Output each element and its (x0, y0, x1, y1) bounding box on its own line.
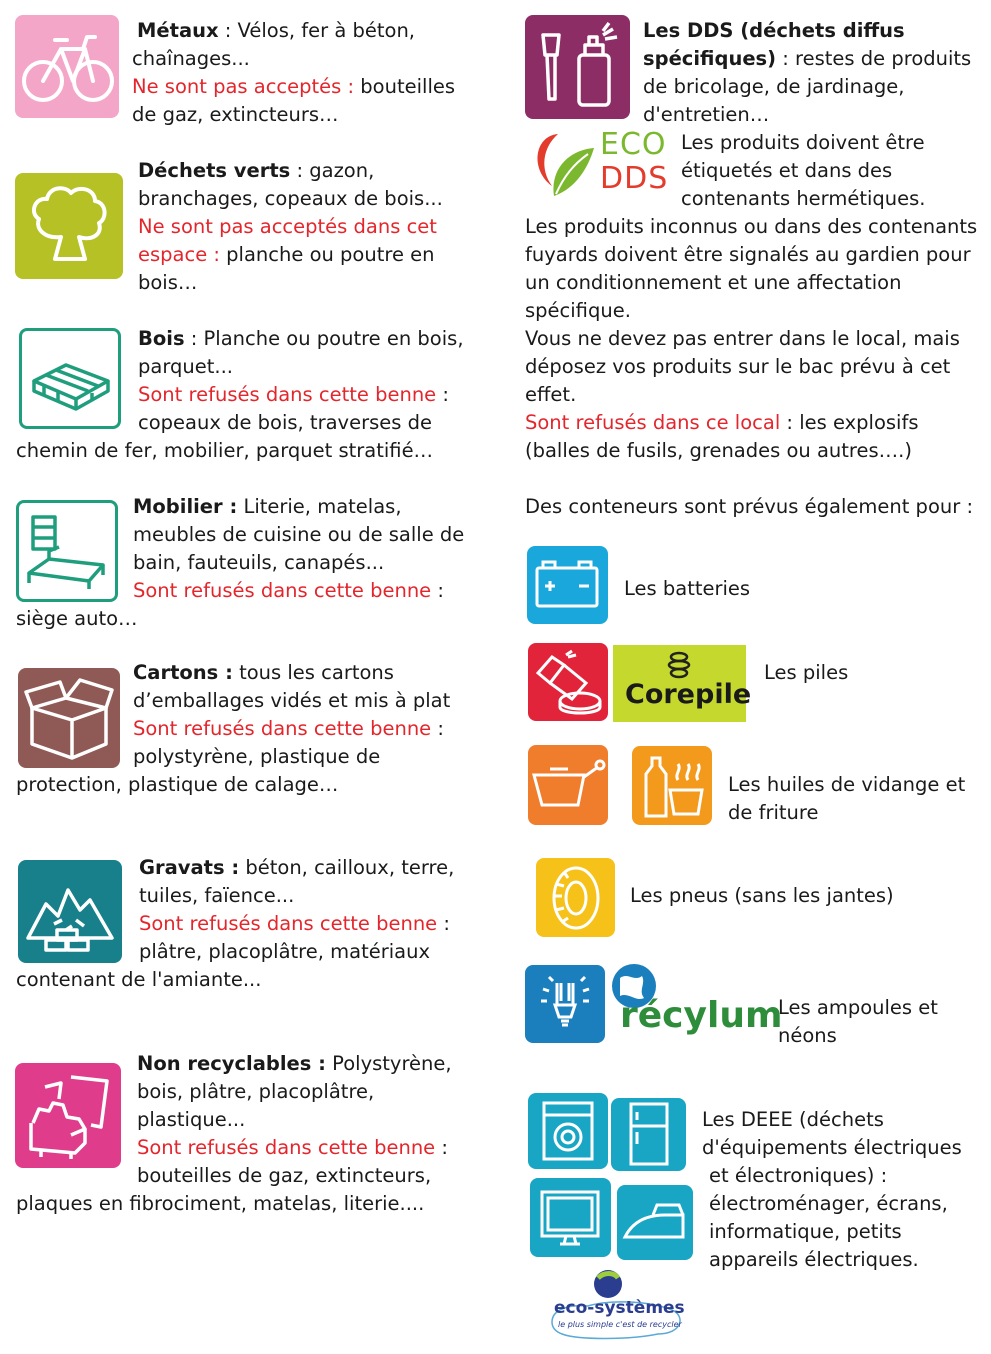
deee-label-4: électroménager, écrans, (709, 1192, 948, 1215)
verts-line2: branchages, copeaux de bois... (138, 187, 443, 210)
mobilier-refused-colon: : (431, 579, 444, 602)
battery-icon (527, 546, 608, 624)
gravats-line2: tuiles, faïence... (139, 884, 295, 907)
deee-label-3: et électroniques) : (709, 1164, 888, 1187)
cartons-line2: d’emballages vidés et mis à plat (133, 689, 451, 712)
metaux-refused-label: Ne sont pas acceptés : (132, 75, 355, 98)
pneus-label: Les pneus (sans les jantes) (630, 884, 894, 907)
dds-eco-line-3: contenants hermétiques. (681, 187, 926, 210)
metaux-desc: : Vélos, fer à béton, (218, 19, 416, 42)
verts-refused-label-2: espace : (138, 243, 220, 266)
gravats-refused-colon: : (437, 912, 450, 935)
cartons-refused-label: Sont refusés dans cette benne (133, 717, 432, 740)
cartons-refused-2: protection, plastique de calage… (16, 773, 339, 796)
nonrec-desc: Polystyrène, (325, 1052, 452, 1075)
dds-eco-line-1: Les produits doivent être (681, 131, 925, 154)
ecosystemes-text: eco-systèmes (554, 1298, 685, 1318)
huiles-label-2: de friture (728, 801, 819, 824)
mobilier-refused-label: Sont refusés dans cette benne (133, 579, 432, 602)
tree-icon (15, 173, 123, 279)
nonrec-refused-label: Sont refusés dans cette benne (137, 1136, 436, 1159)
dds-para-7: effet. (525, 383, 577, 406)
bois-title: Bois (138, 327, 185, 350)
dds-eco-line-2: étiquetés et dans des (681, 159, 893, 182)
ampoules-label-1: Les ampoules et (778, 996, 938, 1019)
mobilier-title: Mobilier : (133, 495, 238, 518)
mobilier-line2: meubles de cuisine ou de salle de (133, 523, 465, 546)
ecosystemes-tagline: le plus simple c'est de recycler (558, 1320, 682, 1329)
cartons-title: Cartons : (133, 661, 233, 684)
huiles-label-1: Les huiles de vidange et (728, 773, 966, 796)
ampoules-label-2: néons (778, 1024, 837, 1047)
metaux-title: Métaux (137, 19, 219, 42)
gravats-title: Gravats : (139, 856, 240, 879)
dds-desc-1: : restes de produits (776, 47, 972, 70)
dds-refused-2: (balles de fusils, grenades ou autres….) (525, 439, 912, 462)
ecodds-bottom: DDS (600, 161, 669, 196)
verts-desc: : gazon, (290, 159, 375, 182)
verts-title: Déchets verts (138, 159, 291, 182)
piles-label: Les piles (764, 661, 849, 684)
metaux-line2: chaînages... (132, 47, 250, 70)
bois-line2: parquet... (138, 355, 233, 378)
dds-para-5: Vous ne devez pas entrer dans le local, mais (525, 327, 960, 350)
nonrec-line2: bois, plâtre, placoplâtre, (137, 1080, 375, 1103)
dds-refused-label: Sont refusés dans ce local (525, 411, 781, 434)
verts-refused-2: bois… (138, 271, 198, 294)
deee-label-2: d'équipements électriques (702, 1136, 962, 1159)
dds-desc-3: d'entretien… (643, 103, 770, 126)
bulb-icon (525, 965, 605, 1043)
rubble-icon (18, 860, 122, 963)
mobilier-refused-1: siège auto… (16, 607, 138, 630)
saucepan-icon (528, 745, 608, 825)
nonrec-refused-2: plaques en fibrociment, matelas, literie.... (16, 1192, 425, 1215)
containers-intro: Des conteneurs sont prévus également pour : (525, 495, 974, 518)
metaux-refused-2: de gaz, extincteurs… (132, 103, 339, 126)
tire-icon (536, 858, 615, 937)
dds-para-6: déposez vos produits sur le bac prévu à cet (525, 355, 951, 378)
oil-bottle-icon (632, 746, 712, 825)
dds-para-2: fuyards doivent être signalés au gardien pour (525, 243, 971, 266)
bicycle-icon (15, 15, 119, 118)
dds-refused-1: : les explosifs (780, 411, 919, 434)
ecodds-top: ECO (600, 127, 667, 162)
iron-icon (617, 1185, 693, 1260)
gravats-desc: béton, cailloux, terre, (239, 856, 455, 879)
dds-para-4: spécifique. (525, 299, 631, 322)
pallet-icon (19, 328, 121, 429)
cartons-refused-1: polystyrène, plastique de (133, 745, 381, 768)
gravats-refused-label: Sont refusés dans cette benne (139, 912, 438, 935)
gravats-refused-1: plâtre, placoplâtre, matériaux (139, 940, 431, 963)
dds-para-3: un conditionnement et une affectation (525, 271, 902, 294)
batteries-cells-icon (528, 643, 608, 721)
nonrec-refused-1: bouteilles de gaz, extincteurs, (137, 1164, 432, 1187)
deee-label-6: appareils électriques. (709, 1248, 919, 1271)
verts-refused-label-1: Ne sont pas acceptés dans cet (138, 215, 437, 238)
mobilier-line3: bain, fauteuils, canapés... (133, 551, 385, 574)
armchair-icon (15, 1063, 121, 1168)
mobilier-desc: Literie, matelas, (237, 495, 402, 518)
fridge-icon (611, 1098, 686, 1171)
nonrec-refused-colon: : (435, 1136, 448, 1159)
deee-label-1: Les DEEE (déchets (702, 1108, 884, 1131)
deee-label-5: informatique, petits (709, 1220, 902, 1243)
paint-spray-icon (525, 15, 630, 119)
gravats-refused-2: contenant de l'amiante... (16, 968, 262, 991)
recylum-text: récylum (620, 995, 783, 1036)
bois-desc: : Planche ou poutre en bois, (184, 327, 464, 350)
tv-icon (530, 1178, 611, 1257)
nonrec-line3: plastique... (137, 1108, 246, 1131)
bois-refused-1: copeaux de bois, traverses de (138, 411, 432, 434)
bois-refused-colon: : (436, 383, 449, 406)
box-icon (18, 668, 120, 768)
bois-refused-2: chemin de fer, mobilier, parquet stratifié… (16, 439, 434, 462)
metaux-refused-1: bouteilles (354, 75, 456, 98)
bois-refused-label: Sont refusés dans cette benne (138, 383, 437, 406)
corepile-logo (613, 645, 752, 722)
ecodds-logo (528, 126, 668, 202)
recylum-logo (608, 962, 783, 1044)
cartons-desc: tous les cartons (232, 661, 394, 684)
batteries-label: Les batteries (624, 577, 751, 600)
dds-para-1: Les produits inconnus ou dans des contenants (525, 215, 978, 238)
cartons-refused-colon: : (431, 717, 444, 740)
dds-title-2: spécifiques) (643, 47, 777, 70)
verts-refused-1: planche ou poutre en (219, 243, 435, 266)
ecosystemes-logo (548, 1266, 688, 1346)
dds-desc-2: de bricolage, de jardinage, (643, 75, 905, 98)
dds-title-1: Les DDS (déchets diffus (643, 19, 905, 42)
nonrec-title: Non recyclables : (137, 1052, 326, 1075)
corepile-text: Corepile (625, 679, 752, 710)
washing-machine-icon (528, 1093, 608, 1169)
bed-furniture-icon (16, 500, 118, 602)
